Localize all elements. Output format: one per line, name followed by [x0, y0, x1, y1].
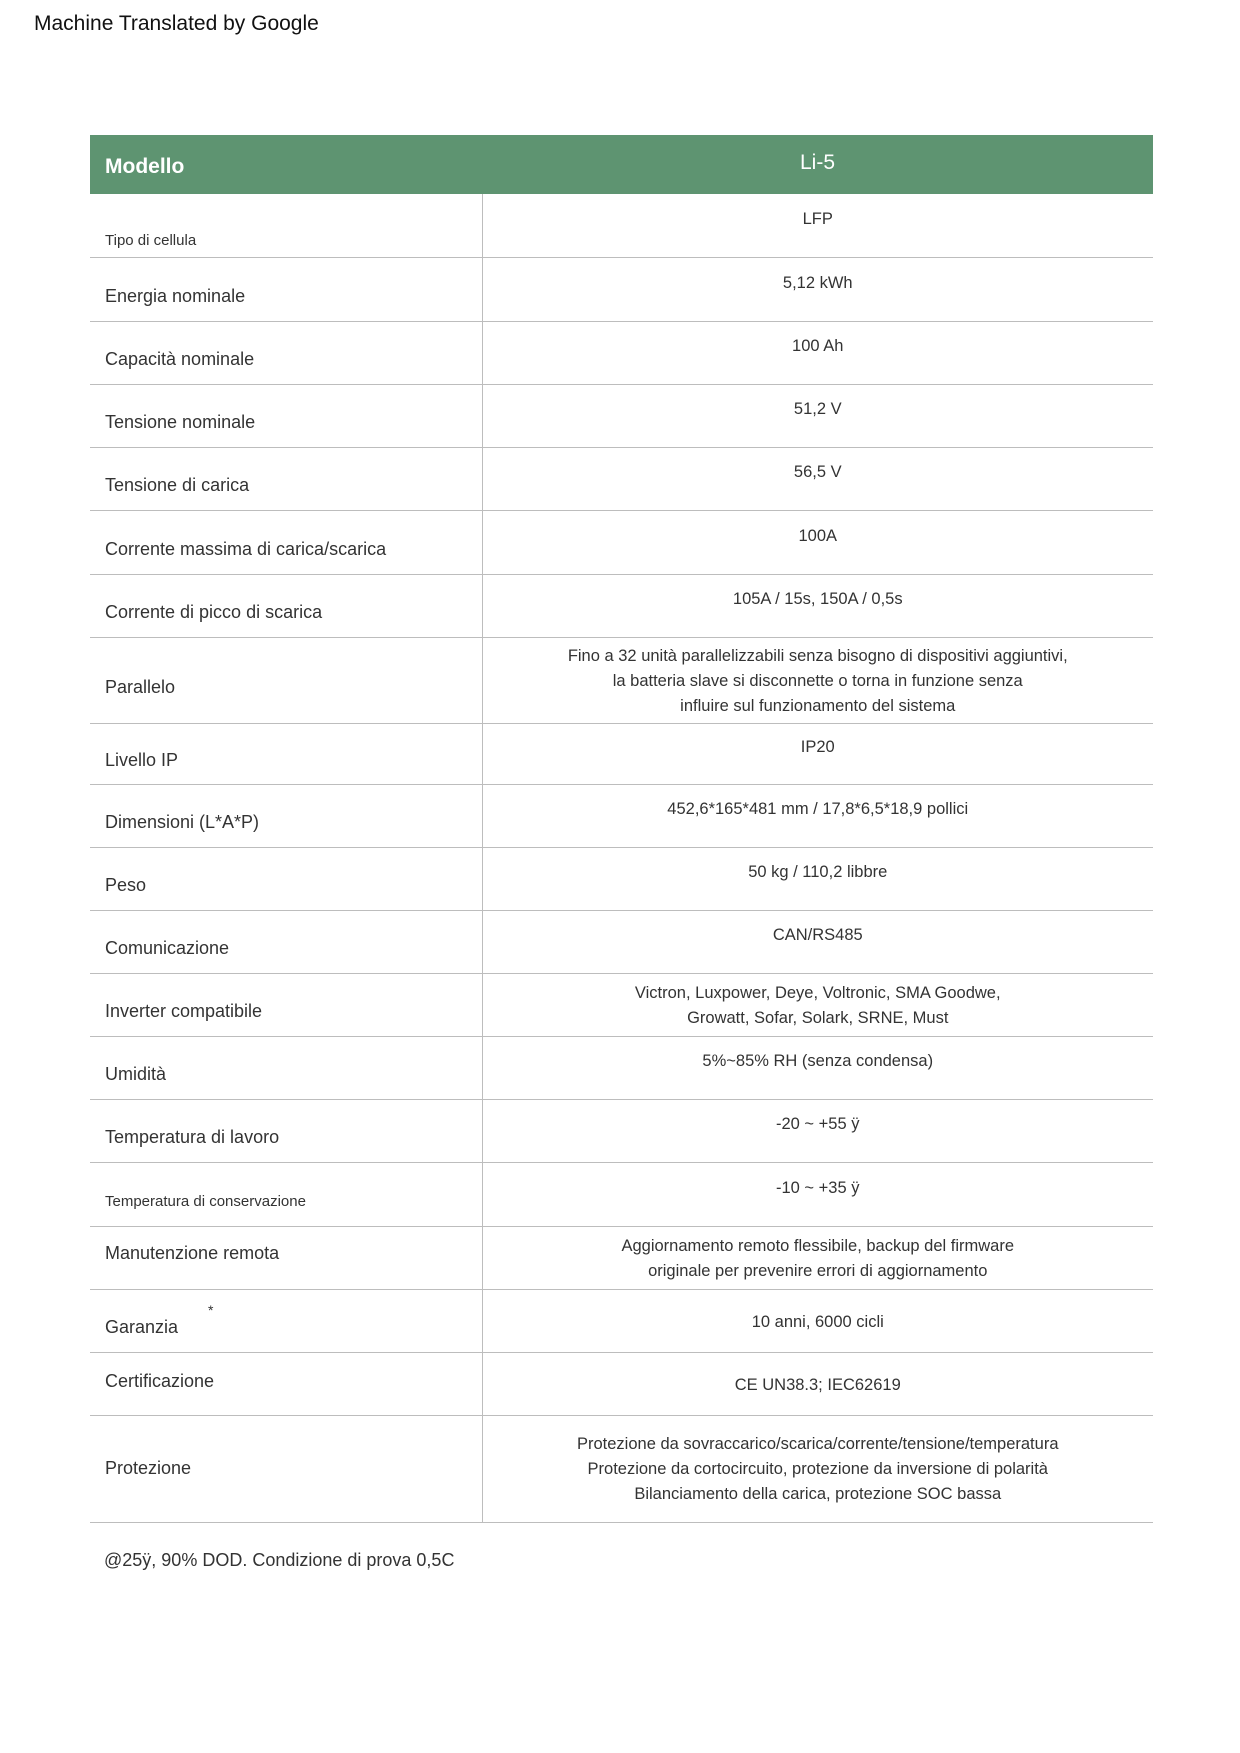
- spec-label: Energia nominale: [105, 285, 246, 306]
- spec-label: Protezione: [105, 1458, 192, 1478]
- spec-row-storage-temperature: [90, 1162, 1153, 1226]
- spec-label: Inverter compatibile: [105, 1001, 263, 1021]
- warranty-label: Garanzia: [105, 1317, 179, 1337]
- spec-row-cell-type: [90, 194, 1153, 257]
- spec-value: 105A / 15s, 150A / 0,5s: [482, 574, 1153, 637]
- spec-row-protection: [90, 1415, 1153, 1522]
- spec-value: 10 anni, 6000 cicli: [482, 1289, 1153, 1352]
- spec-row-energy: [90, 257, 1153, 321]
- spec-label: Manutenzione remota: [105, 1243, 280, 1263]
- spec-value: 56,5 V: [482, 447, 1153, 510]
- spec-label: Temperatura di conservazione: [105, 1192, 306, 1210]
- spec-label: Livello IP: [105, 750, 179, 770]
- spec-row-communication: [90, 910, 1153, 973]
- spec-label: Tensione nominale: [105, 412, 256, 432]
- spec-value: Fino a 32 unità parallelizzabili senza bisogno di dispositivi aggiuntivi, la batteria slave si disconnette o torna in funzione senza influire sul funzionamento del sistema: [482, 637, 1153, 723]
- spec-row-ip-level: [90, 723, 1153, 784]
- spec-label: Comunicazione: [105, 938, 230, 958]
- spec-label: Temperatura di lavoro: [105, 1127, 280, 1147]
- spec-label: Dimensioni (L*A*P): [105, 812, 260, 832]
- spec-label: Capacità nominale: [105, 349, 255, 369]
- spec-value: IP20: [482, 723, 1153, 784]
- spec-value: 5,12 kWh: [482, 257, 1153, 321]
- test-condition-footnote: @25ÿ, 90% DOD. Condizione di prova 0,5C: [104, 1550, 455, 1570]
- spec-label: Corrente di picco di scarica: [105, 602, 323, 622]
- spec-label: Corrente massima di carica/scarica: [105, 538, 387, 559]
- spec-label: Peso: [105, 875, 147, 895]
- spec-value: -20 ~ +55 ÿ: [482, 1099, 1153, 1162]
- spec-row-peak-current: [90, 574, 1153, 637]
- spec-value: LFP: [482, 194, 1153, 257]
- spec-row-max-current: [90, 510, 1153, 574]
- spec-row-voltage: [90, 384, 1153, 447]
- spec-value: Aggiornamento remoto flessibile, backup del firmware originale per prevenire errori di aggiornamento: [482, 1226, 1153, 1289]
- spec-value: 100 Ah: [482, 321, 1153, 384]
- machine-translation-banner: Machine Translated by Google: [34, 12, 319, 35]
- spec-label: Tensione di carica: [105, 475, 250, 495]
- spec-row-remote-maintenance: [90, 1226, 1153, 1289]
- spec-row-humidity: [90, 1036, 1153, 1099]
- spec-row-certification: [90, 1352, 1153, 1415]
- spec-value: CAN/RS485: [482, 910, 1153, 973]
- spec-value: 100A: [482, 510, 1153, 574]
- spec-row-capacity: [90, 321, 1153, 384]
- spec-row-working-temperature: [90, 1099, 1153, 1162]
- spec-row-warranty: [90, 1289, 1153, 1352]
- table-header-row: [90, 135, 1153, 194]
- spec-value: 5%~85% RH (senza condensa): [482, 1036, 1153, 1099]
- spec-value: 452,6*165*481 mm / 17,8*6,5*18,9 pollici: [482, 784, 1153, 847]
- spec-label: Certificazione: [105, 1371, 215, 1391]
- spec-label: [90, 1289, 482, 1352]
- warranty-footnote-mark: *: [208, 1302, 214, 1318]
- header-model-value: Li-5: [799, 150, 836, 174]
- spec-value: 50 kg / 110,2 libbre: [482, 847, 1153, 910]
- spec-row-charge-voltage: [90, 447, 1153, 510]
- spec-value: Victron, Luxpower, Deye, Voltronic, SMA Goodwe, Growatt, Sofar, Solark, SRNE, Must: [482, 973, 1153, 1036]
- spec-table: [90, 135, 1153, 1523]
- spec-row-compatible-inverter: [90, 973, 1153, 1036]
- spec-value: CE UN38.3; IEC62619: [482, 1352, 1153, 1415]
- spec-row-weight: [90, 847, 1153, 910]
- spec-label: Umidità: [105, 1064, 167, 1084]
- spec-value: 51,2 V: [482, 384, 1153, 447]
- spec-row-parallel: [90, 637, 1153, 723]
- spec-value: Protezione da sovraccarico/scarica/corrente/tensione/temperatura Protezione da cortocircuito, protezione da inversione di polarità Bilanciamento della carica, protezione SOC bassa: [482, 1415, 1153, 1522]
- spec-label: Parallelo: [105, 676, 176, 697]
- header-model-label: Modello: [105, 154, 185, 178]
- spec-value: -10 ~ +35 ÿ: [482, 1162, 1153, 1226]
- spec-label: Tipo di cellula: [105, 231, 197, 249]
- spec-row-dimensions: [90, 784, 1153, 847]
